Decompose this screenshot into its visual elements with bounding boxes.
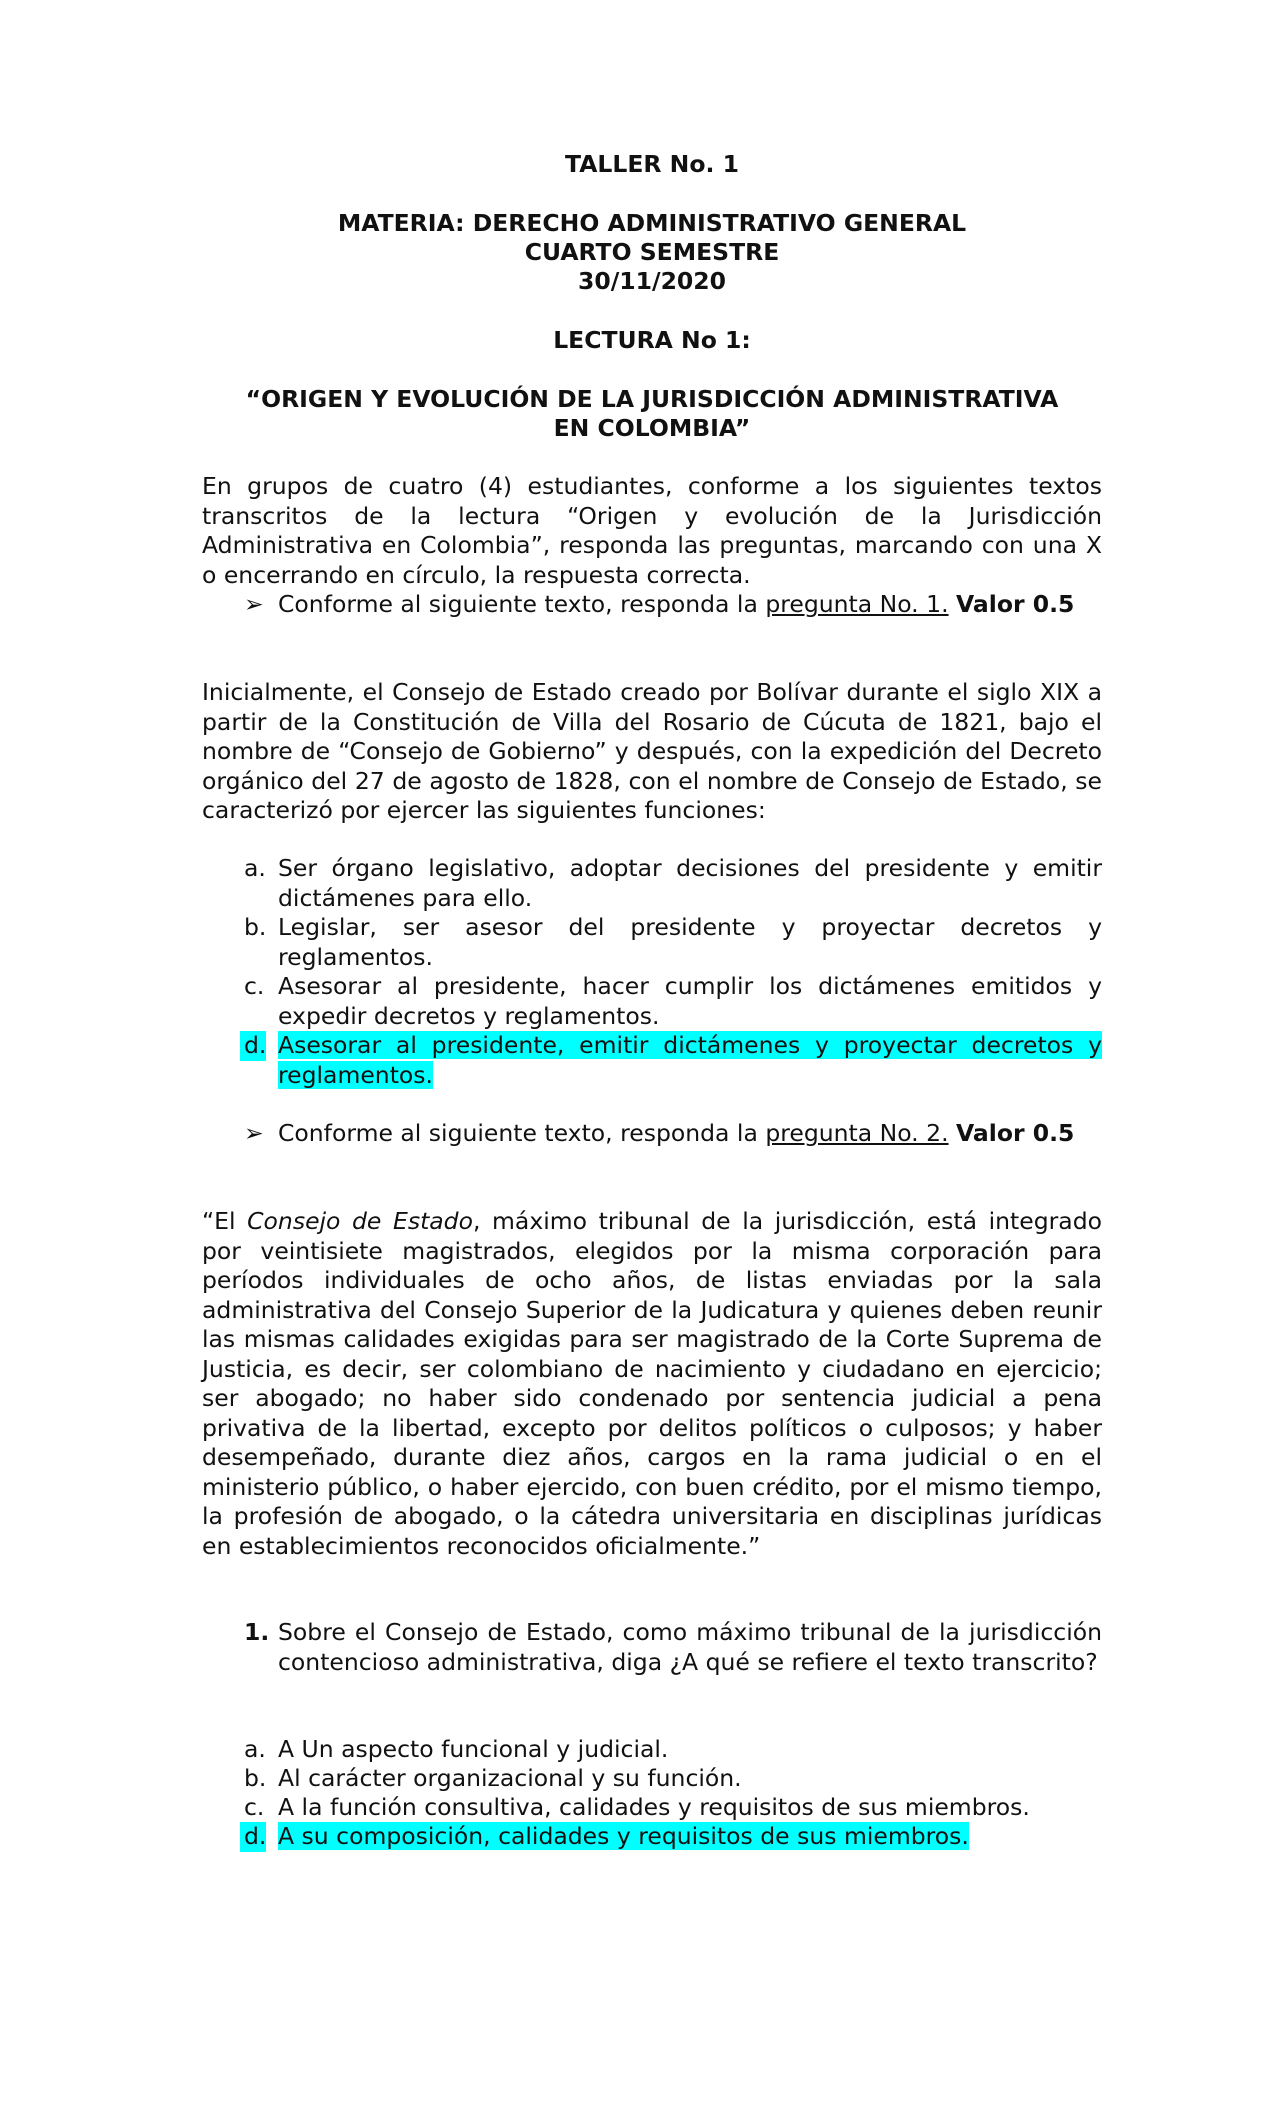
reading-passage-1: Inicialmente, el Consejo de Estado creado por Bolívar durante el siglo XIX a partir de la Constitución de Villa del Rosario de Cúcuta de 1821, bajo el nombre de “Consejo de Gobierno” y después, con la expedición del Decreto orgánico del 27 de agosto de 1828, con el nombre de Consejo de Estado, se caracterizó por ejercer las siguientes funciones: [202,678,1102,824]
valor-label: Valor 0.5 [956,590,1075,618]
arrow-bullet-icon: ➢ [244,1119,264,1147]
option-d-1-answer [202,1031,1102,1090]
arrow-bullet-icon: ➢ [244,590,264,618]
option-b-2 [202,1764,1102,1794]
reading-title-line2: EN COLOMBIA” [553,414,751,442]
date-line: 30/11/2020 [578,267,726,295]
instruction-bullet-2 [202,1119,1102,1149]
lectura-heading: LECTURA No 1: [553,326,751,354]
highlighted-answer: Asesorar al presidente, emitir dictámenes y proyectar decretos y reglamentos. [278,1031,1102,1089]
intro-paragraph: En grupos de cuatro (4) estudiantes, conforme a los siguientes textos transcritos de la lectura “Origen y evolución de la Jurisdicción Administrativa en Colombia”, responda las preguntas, marcando con una X o encerrando en círculo, la respuesta correcta. [202,472,1102,589]
option-letter: b. [244,913,267,941]
option-text: Legislar, ser asesor del presidente y proyectar decretos y reglamentos. [278,913,1102,971]
option-letter: c. [244,1793,265,1821]
instruction-text: Conforme al siguiente texto, responda la [278,1119,766,1147]
valor-label: Valor 0.5 [956,1119,1075,1147]
instruction-bullet-1 [202,590,1102,620]
option-letter-text: d. [244,1822,267,1850]
option-c-1 [202,972,1102,1031]
option-text: A Un aspecto funcional y judicial. [278,1735,669,1763]
option-letter: a. [244,1735,266,1763]
option-c-2 [202,1793,1102,1823]
highlighted-answer: A su composición, calidades y requisitos de sus miembros. [278,1822,969,1850]
question-text: Sobre el Consejo de Estado, como máximo tribunal de la jurisdicción contencioso administrativa, diga ¿A qué se refiere el texto transcrito? [278,1618,1102,1676]
instruction-text: Conforme al siguiente texto, responda la [278,590,766,618]
option-text: Ser órgano legislativo, adoptar decisiones del presidente y emitir dictámenes para ello. [278,854,1102,912]
materia-line: MATERIA: DERECHO ADMINISTRATIVO GENERAL [337,209,967,237]
option-letter: d. [240,1031,266,1061]
question-link-2: pregunta No. 2. [765,1119,949,1147]
option-letter [240,1822,266,1852]
option-a-1 [202,854,1102,913]
question-1 [202,1618,1102,1677]
option-text: A la función consultiva, calidades y requisitos de sus miembros. [278,1793,1030,1821]
option-letter: c. [244,972,265,1000]
quote-open: “El [202,1207,248,1235]
question-link-1: pregunta No. 1. [765,590,949,618]
semestre-line: CUARTO SEMESTRE [524,238,780,266]
question-number: 1. [244,1618,270,1646]
option-text: Al carácter organizacional y su función. [278,1764,742,1792]
option-b-1 [202,913,1102,972]
option-letter: a. [244,854,266,882]
option-text: Asesorar al presidente, hacer cumplir los dictámenes emitidos y expedir decretos y reglamentos. [278,972,1102,1030]
option-a-2 [202,1735,1102,1765]
reading-title-line1: “ORIGEN Y EVOLUCIÓN DE LA JURISDICCIÓN ADMINISTRATIVA [245,385,1059,413]
passage-text: , máximo tribunal de la jurisdicción, está integrado por veintisiete magistrados, elegidos por la misma corporación para períodos individuales de ocho años, de listas enviadas por la sala administrativa del Consejo Superior de la Judicatura y quienes deben reunir las mismas calidades exigidas para ser magistrado de la Corte Suprema de Justicia, es decir, ser colombiano de nacimiento y ciudadano en ejercicio; ser abogado; no haber sido condenado por sentencia judicial a pena privativa de la libertad, excepto por delitos políticos o culposos; y haber desempeñado, durante diez años, cargos en la rama judicial o en el ministerio público, o haber ejercido, con buen crédito, por el mismo tiempo, la profesión de abogado, o la cátedra universitaria en disciplinas jurídicas en establecimientos reconocidos oficialmente.” [202,1207,1102,1560]
reading-passage-2 [202,1207,1102,1561]
option-d-2-answer [202,1822,1102,1852]
doc-title: TALLER No. 1 [565,150,739,178]
italic-term: Consejo de Estado [247,1207,473,1235]
option-letter: b. [244,1764,267,1792]
